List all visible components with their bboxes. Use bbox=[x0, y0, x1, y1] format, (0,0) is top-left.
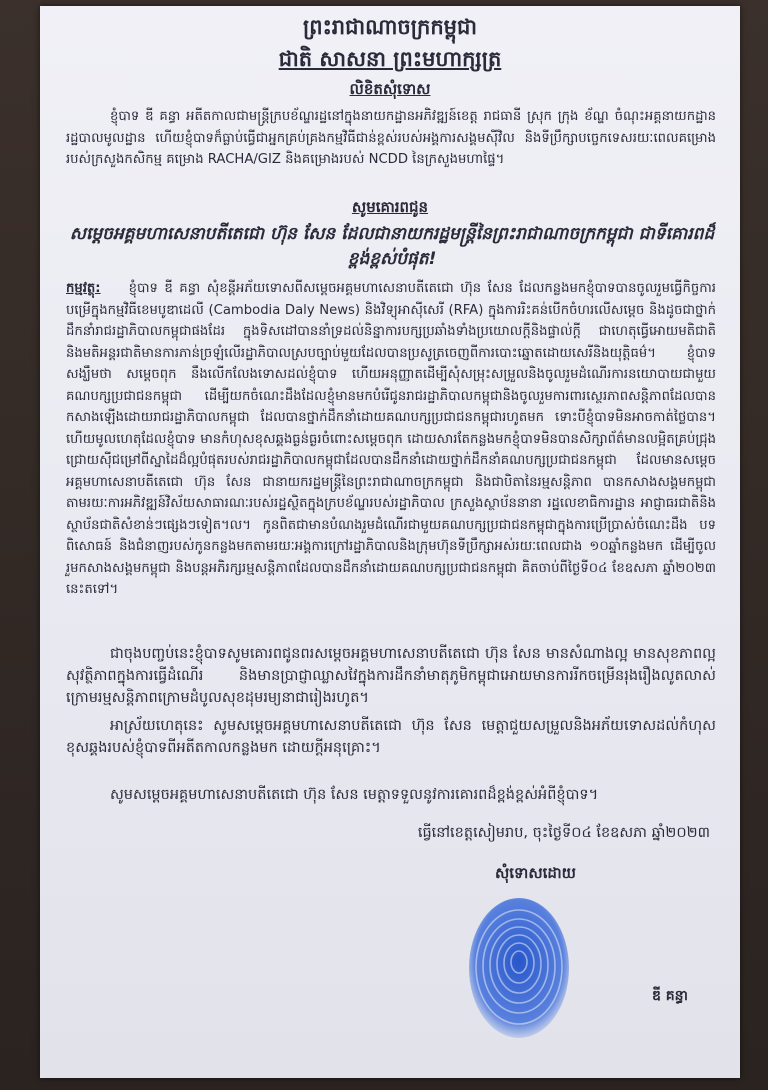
apology-by-label: សុំទោសដោយ bbox=[495, 864, 576, 882]
conclusion-paragraph: ជាចុងបញ្ចប់នេះខ្ញុំបាទសូមគោរពជូនពរសម្តេចអគ្គមហាសេនាបតីតេជោ ហ៊ុន សែន មានសំណាងល្អ មានសុខភាពល្អ សុវត្ថិភាពក្នុងការធ្វើដំណើរ និងមានប្រាជ្ញាឈ្លាសវៃក្នុងការដឹកនាំមាតុភូមិកម្ពុជាអោយមានការរីកចម្រើនរុងរឿងលូតលាស់ក្រោមរម្មសន្តិភាពក្រោមដំបូលសុខដុមរម្យនាជារៀងរហូត។ bbox=[66, 646, 716, 706]
subject-label: កម្មវត្ថុ: bbox=[66, 281, 101, 296]
subject-text: ខ្ញុំបាទ ឌី គន្ធា សុំខន្តីអភ័យទោសពីសម្តេចអគ្គមហាសេនាបតីតេជោ ហ៊ុន សែន ដែលកន្លងមកខ្ញុំបាទបានចូលរួមធ្វើកិច្ចការបម្រើក្នុងកម្មវិធីខេមបូឌាដេលី (Cambodia Daly News) និងវិទ្យុអាស៊ីសេរី (RFA) ក្នុងការរិះគន់បើកចំហរលើសម្តេច និងដូចជាថ្នាក់ដឹកនាំរាជរដ្ឋាភិបាលកម្ពុជាផងដែរ ក្នុងទិសដៅបាននាំទ្រដល់និន្នាការបក្សប្រឆាំងទាំងប្រយោលក្តីនិងផ្ទាល់ក្តី ជាហេតុធ្វើអោយមតិជាតិនិងមតិអន្តរជាតិមានការភាន់ច្រឡំលើរដ្ឋាភិបាលស្របច្បាប់មួយដែលបានប្រសូត្រចេញពីការបោះឆ្នោតដោយសេរីនិងយុត្តិធម៌។ ខ្ញុំបាទសង្ឃឹមថា សម្តេចពុក នឹងលើកលែងទោសដល់ខ្ញុំបាទ ហើយអនុញ្ញាតដើម្បីសុំសម្រុះសម្រួលនិងចូលរួមដំណើរការនយោបាយជាមួយគណបក្សប្រជាជនកម្ពុជា ដើម្បីយកចំណេះដឹងដែលខ្ញុំមានមកបំរើជូនរាជរដ្ឋាភិបាលកម្ពុជានិងចូលរួមការពារស្ថេរភាពសន្តិភាពដែលបានកសាងឡើងដោយរាជរដ្ឋាភិបាលកម្ពុជា ដែលបានថ្នាក់ដឹកនាំដោយគណបក្សប្រជាជនកម្ពុជារហូតមក ទោះបីខ្ញុំបាទមិនអាចកាត់ថ្លៃបាន។ ហើយមូលហេតុដែលខ្ញុំបាទ មានកំហុសខុសឆ្គងធ្ងន់ធ្ងរចំពោះសម្តេចពុក ដោយសារតែកន្លងមកខ្ញុំបាទមិនបានសិក្សាព័ត៌មានលម្អិតគ្រប់ជ្រុងជ្រោយស៊ីជម្រៅពីស្នាដៃដ៏ល្អបំផុតរបស់រាជរដ្ឋាភិបាលកម្ពុជាដែលបានដឹកនាំដោយថ្នាក់ដឹកនាំគណបក្សប្រជាជនកម្ពុជា ដែលមានសម្តេចអគ្គមហាសេនាបតីតេជោ ហ៊ុន សែន ជានាយករដ្ឋមន្ត្រីនៃព្រះរាជាណាចក្រកម្ពុជា និងជាបិតានៃរម្មសន្តិភាព បានកសាងសង្គមកម្ពុជាតាមរយៈការអភិវឌ្ឍន៍វិស័យសាធារណៈរបស់រដ្ឋស្ថិតក្នុងក្របខ័ណ្ឌរបស់រដ្ឋាភិបាល ក្រសួងស្ថាប័ននានា រដ្ឋលេខាធិការដ្ឋាន អាជ្ញាធរជាតិនិងស្ថាប័នជាតិសំខាន់ៗផ្សេងៗទៀត។ល។ កូនពិតជាមានបំណងរួមដំណើរជាមួយគណបក្សប្រជាជនកម្ពុជាក្នុងការប្រើប្រាស់ចំណេះដឹង បទពិសោធន៍ និងជំនាញរបស់កូនកន្លងមកតាមរយៈអង្គការក្រៅរដ្ឋាភិបាលនិងក្រុមហ៊ុនទីប្រឹក្សាអស់រយៈពេលជាង ១០ឆ្នាំកន្លងមក ដើម្បីចូលរួមកសាងសង្គមកម្ពុជា និងបន្តអភិរក្សរម្មសន្តិភាពដែលបានដឹកនាំដោយគណបក្សប្រជាជនកម្ពុជា គិតចាប់ពីថ្ងៃទី០៤ ខែឧសភា ឆ្នាំ២០២៣ នេះតទៅ។ bbox=[66, 281, 716, 597]
fingerprint-icon bbox=[465, 896, 573, 1046]
date-place-line: ធ្វើនៅខេត្តសៀមរាប, ចុះថ្ងៃទី០៤ ខែឧសភា ឆ្នាំ២០២៣ bbox=[417, 825, 710, 841]
intro-paragraph: ខ្ញុំបាទ ឌី គន្ធា អតីតកាលជាមន្ត្រីក្របខ័ណ្ឌរដ្ឋនៅក្នុងនាយកដ្ឋានអភិវឌ្ឍន៍ខេត្ត រាជធានី ស្រុក ក្រុង ខ័ណ្ឌ ចំណុះអគ្គនាយកដ្ឋានរដ្ឋបាលមូលដ្ឋាន ហើយខ្ញុំបាទក៏ធ្លាប់ធ្វើជាអ្នកគ្រប់គ្រងកម្មវិធីជាន់ខ្ពស់របស់អង្គការសង្គមស៊ីវិល និងទីប្រឹក្សាបច្ចេកទេសរយៈពេលគម្រោងរបស់ក្រសួងកសិកម្ម គម្រោង RACHA/GIZ និងគម្រោងរបស់ NCDD នៃក្រសួងមហាផ្ទៃ។ bbox=[66, 109, 716, 167]
subject-paragraph bbox=[66, 278, 716, 601]
document-type-title: លិខិតសុំទោស bbox=[349, 80, 431, 98]
letter-page bbox=[40, 6, 740, 1078]
closing-paragraph: សូមសម្តេចអគ្គមហាសេនាបតីតេជោ ហ៊ុន សែន មេត្តាទទួលនូវការគោរពដ៏ខ្ពង់ខ្ពស់អំពីខ្ញុំបាទ។ bbox=[110, 787, 599, 803]
motto-heading: ជាតិ សាសនា ព្រះមហាក្សត្រ bbox=[278, 47, 502, 71]
request-paragraph: អាស្រ័យហេតុនេះ សូមសម្តេចអគ្គមហាសេនាបតីតេជោ ហ៊ុន សែន មេត្តាជួយសម្រួលនិងអភ័យទោសដល់កំហុសខុសឆ្គងរបស់ខ្ញុំបាទពីអតីតកាលកន្លងមក ដោយក្តីអនុគ្រោះ។ bbox=[66, 718, 716, 756]
signer-name: ឌី គន្ធា bbox=[652, 988, 688, 1004]
addressee-line: សម្តេចអគ្គមហាសេនាបតីតេជោ ហ៊ុន សែន ដែលជានាយករដ្ឋមន្ត្រីនៃព្រះរាជាណាចក្រកម្ពុជា ជាទីគោរពដ៏ខ្ពង់ខ្ពស់បំផុត! bbox=[69, 224, 715, 269]
respect-label: សូមគោរពជូន bbox=[351, 198, 429, 216]
kingdom-heading: ព្រះរាជាណាចក្រកម្ពុជា bbox=[302, 15, 477, 39]
